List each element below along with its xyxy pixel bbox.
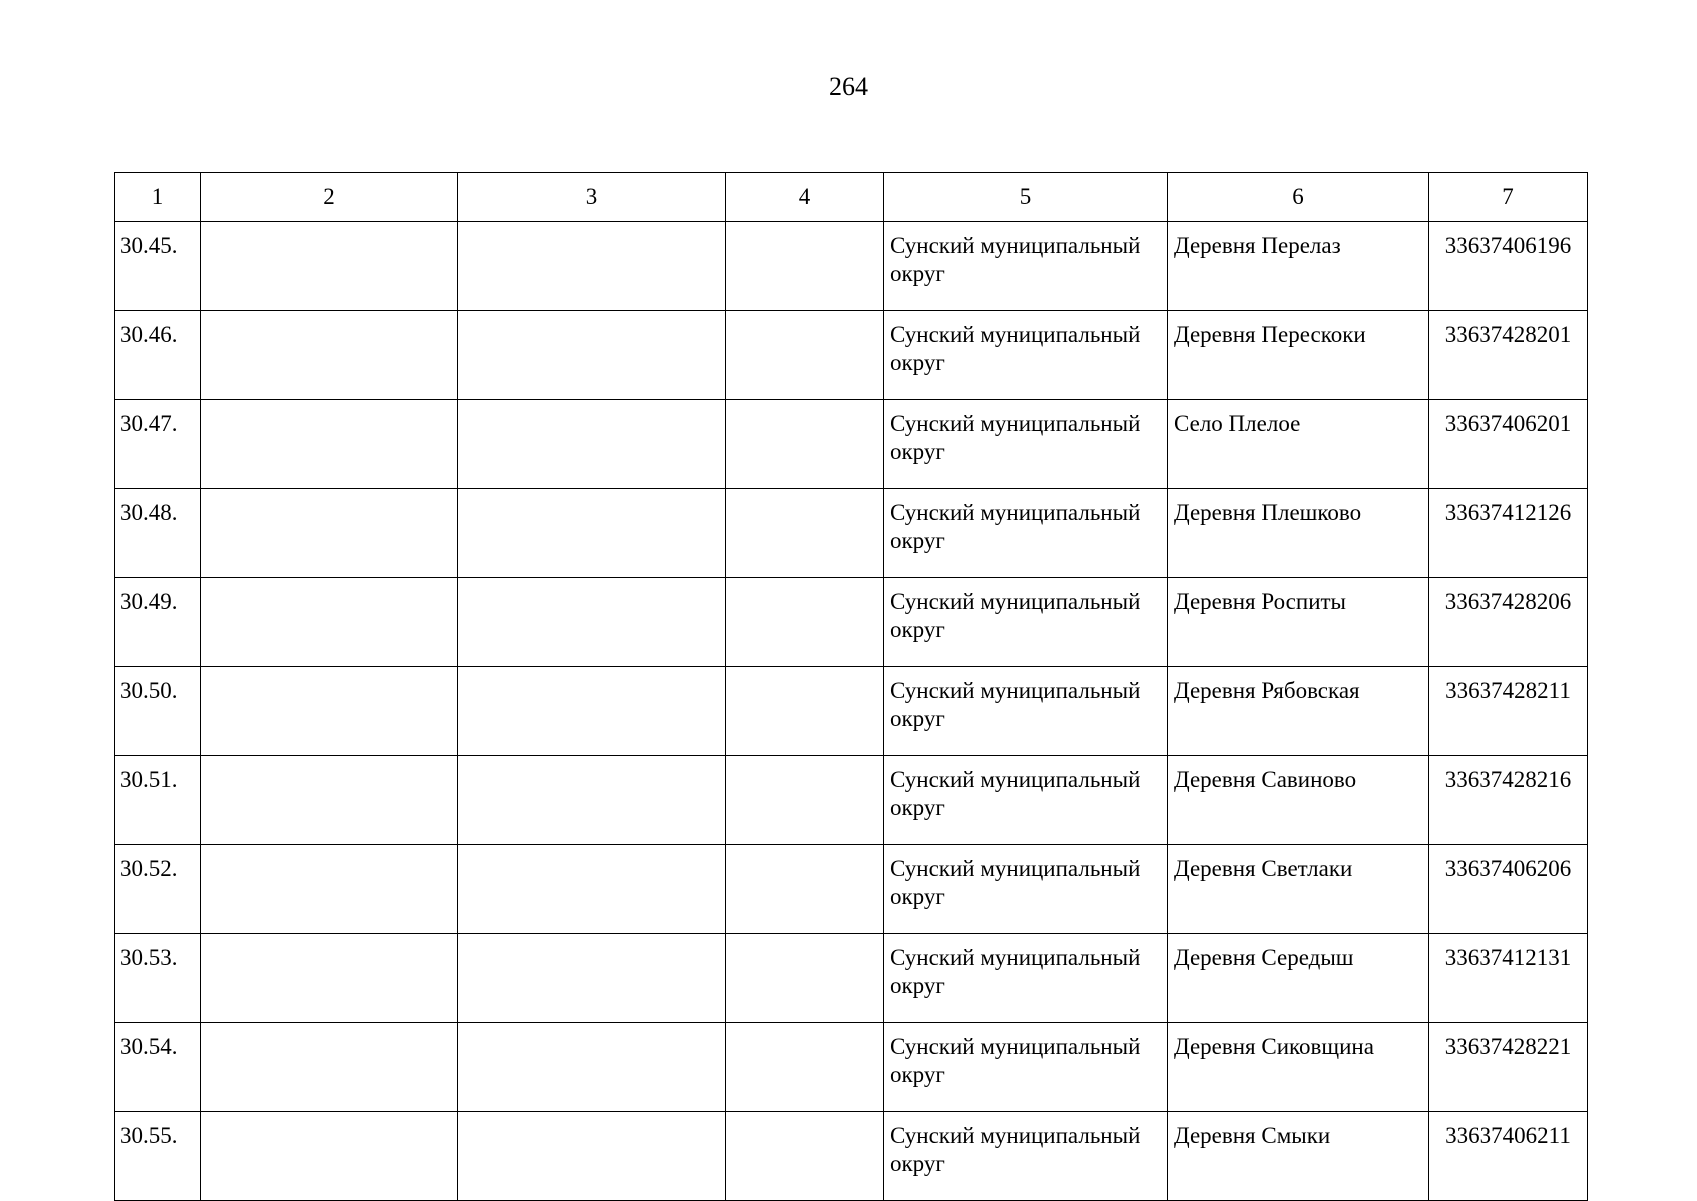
code-cell: 33637412126: [1429, 489, 1588, 578]
settlement-cell: Деревня Перелаз: [1168, 222, 1429, 311]
col-2-cell: [201, 845, 458, 934]
col-3-cell: [458, 222, 726, 311]
settlement-cell: Деревня Смыки: [1168, 1112, 1429, 1201]
row-number-cell: 30.48.: [115, 489, 201, 578]
row-number-cell: 30.54.: [115, 1023, 201, 1112]
table-row: [115, 400, 1588, 489]
district-cell: Сунский муниципальный округ: [884, 1112, 1168, 1201]
table-header: [115, 173, 1588, 222]
col-4-cell: [726, 1112, 884, 1201]
code-cell: 33637428201: [1429, 311, 1588, 400]
district-cell: Сунский муниципальный округ: [884, 667, 1168, 756]
district-cell: Сунский муниципальный округ: [884, 489, 1168, 578]
district-cell: Сунский муниципальный округ: [884, 400, 1168, 489]
row-number-cell: 30.52.: [115, 845, 201, 934]
col-4-cell: [726, 489, 884, 578]
table-row: [115, 667, 1588, 756]
col-2-cell: [201, 222, 458, 311]
code-cell: 33637428221: [1429, 1023, 1588, 1112]
col-4-cell: [726, 667, 884, 756]
col-2-cell: [201, 311, 458, 400]
header-col-2: 2: [201, 173, 458, 222]
header-col-6: 6: [1168, 173, 1429, 222]
row-number-cell: 30.55.: [115, 1112, 201, 1201]
col-2-cell: [201, 1023, 458, 1112]
table-row: [115, 934, 1588, 1023]
col-2-cell: [201, 1112, 458, 1201]
table-row: [115, 1023, 1588, 1112]
settlement-cell: Деревня Середыш: [1168, 934, 1429, 1023]
row-number-cell: 30.50.: [115, 667, 201, 756]
settlement-cell: Деревня Светлаки: [1168, 845, 1429, 934]
data-table: [114, 172, 1588, 1201]
settlement-cell: Деревня Перескоки: [1168, 311, 1429, 400]
table-row: [115, 222, 1588, 311]
code-cell: 33637406206: [1429, 845, 1588, 934]
table-row: [115, 845, 1588, 934]
col-2-cell: [201, 667, 458, 756]
table-row: [115, 311, 1588, 400]
col-3-cell: [458, 1023, 726, 1112]
col-4-cell: [726, 311, 884, 400]
col-3-cell: [458, 667, 726, 756]
col-3-cell: [458, 578, 726, 667]
col-4-cell: [726, 845, 884, 934]
row-number-cell: 30.49.: [115, 578, 201, 667]
district-cell: Сунский муниципальный округ: [884, 756, 1168, 845]
table-row: [115, 578, 1588, 667]
district-cell: Сунский муниципальный округ: [884, 222, 1168, 311]
col-3-cell: [458, 756, 726, 845]
settlement-cell: Село Плелое: [1168, 400, 1429, 489]
district-cell: Сунский муниципальный округ: [884, 1023, 1168, 1112]
row-number-cell: 30.46.: [115, 311, 201, 400]
row-number-cell: 30.51.: [115, 756, 201, 845]
col-3-cell: [458, 489, 726, 578]
code-cell: 33637428206: [1429, 578, 1588, 667]
row-number-cell: 30.45.: [115, 222, 201, 311]
col-2-cell: [201, 578, 458, 667]
code-cell: 33637406211: [1429, 1112, 1588, 1201]
col-4-cell: [726, 400, 884, 489]
header-col-4: 4: [726, 173, 884, 222]
col-2-cell: [201, 756, 458, 845]
col-3-cell: [458, 845, 726, 934]
settlement-cell: Деревня Сиковщина: [1168, 1023, 1429, 1112]
table-body: [115, 222, 1588, 1201]
district-cell: Сунский муниципальный округ: [884, 311, 1168, 400]
table-row: [115, 756, 1588, 845]
header-col-3: 3: [458, 173, 726, 222]
col-4-cell: [726, 756, 884, 845]
district-cell: Сунский муниципальный округ: [884, 578, 1168, 667]
col-4-cell: [726, 934, 884, 1023]
settlement-cell: Деревня Роспиты: [1168, 578, 1429, 667]
col-3-cell: [458, 400, 726, 489]
district-cell: Сунский муниципальный округ: [884, 845, 1168, 934]
col-2-cell: [201, 400, 458, 489]
col-2-cell: [201, 489, 458, 578]
header-col-5: 5: [884, 173, 1168, 222]
col-3-cell: [458, 1112, 726, 1201]
col-3-cell: [458, 934, 726, 1023]
settlement-cell: Деревня Рябовская: [1168, 667, 1429, 756]
settlement-cell: Деревня Плешково: [1168, 489, 1429, 578]
col-4-cell: [726, 1023, 884, 1112]
col-2-cell: [201, 934, 458, 1023]
code-cell: 33637428216: [1429, 756, 1588, 845]
header-col-1: 1: [115, 173, 201, 222]
col-4-cell: [726, 578, 884, 667]
header-row: [115, 173, 1588, 222]
code-cell: 33637406196: [1429, 222, 1588, 311]
table-row: [115, 1112, 1588, 1201]
code-cell: 33637406201: [1429, 400, 1588, 489]
settlement-cell: Деревня Савиново: [1168, 756, 1429, 845]
district-cell: Сунский муниципальный округ: [884, 934, 1168, 1023]
row-number-cell: 30.47.: [115, 400, 201, 489]
page-number: 264: [829, 72, 868, 101]
row-number-cell: 30.53.: [115, 934, 201, 1023]
col-4-cell: [726, 222, 884, 311]
col-3-cell: [458, 311, 726, 400]
code-cell: 33637412131: [1429, 934, 1588, 1023]
header-col-7: 7: [1429, 173, 1588, 222]
code-cell: 33637428211: [1429, 667, 1588, 756]
table-row: [115, 489, 1588, 578]
